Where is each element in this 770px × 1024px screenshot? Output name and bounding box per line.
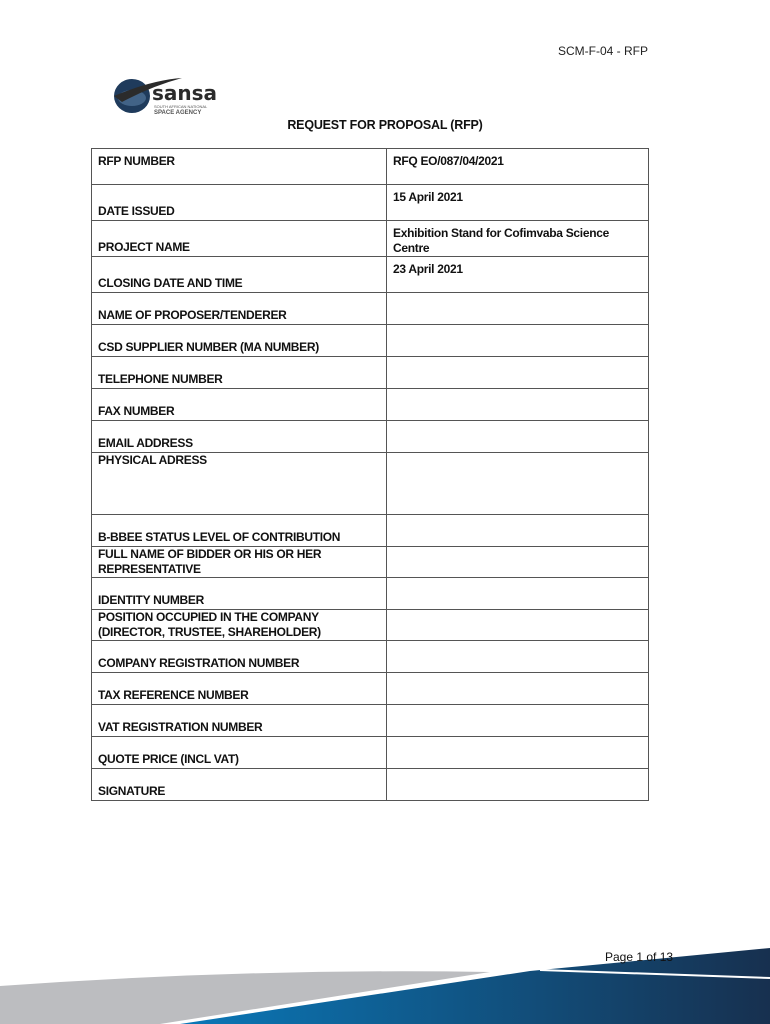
field-value[interactable]: Exhibition Stand for Cofimvaba Science Centre — [387, 221, 649, 257]
field-label: RFP NUMBER — [92, 149, 387, 185]
table-row — [92, 453, 649, 515]
page-title: REQUEST FOR PROPOSAL (RFP) — [287, 118, 483, 132]
field-value[interactable] — [387, 389, 649, 421]
field-label: FAX NUMBER — [92, 389, 387, 421]
table-row — [92, 769, 649, 801]
table-row — [92, 221, 649, 257]
sansa-logo — [112, 74, 252, 118]
field-label: NAME OF PROPOSER/TENDERER — [92, 293, 387, 325]
field-value[interactable] — [387, 673, 649, 705]
table-row — [92, 149, 649, 185]
table-row — [92, 421, 649, 453]
field-value[interactable] — [387, 737, 649, 769]
field-value[interactable] — [387, 293, 649, 325]
field-value[interactable]: 15 April 2021 — [387, 185, 649, 221]
field-label: SIGNATURE — [92, 769, 387, 801]
table-row — [92, 547, 649, 578]
field-label: FULL NAME OF BIDDER OR HIS OR HER REPRESENTATIVE — [92, 547, 387, 578]
field-label: DATE ISSUED — [92, 185, 387, 221]
field-value[interactable] — [387, 705, 649, 737]
field-value[interactable] — [387, 578, 649, 610]
field-value[interactable] — [387, 515, 649, 547]
field-value[interactable] — [387, 453, 649, 515]
table-row — [92, 610, 649, 641]
document-code: SCM-F-04 - RFP — [558, 44, 648, 58]
field-label: CSD SUPPLIER NUMBER (MA NUMBER) — [92, 325, 387, 357]
table-row — [92, 515, 649, 547]
field-value[interactable] — [387, 547, 649, 578]
field-label: POSITION OCCUPIED IN THE COMPANY (DIRECTOR, TRUSTEE, SHAREHOLDER) — [92, 610, 387, 641]
table-row — [92, 578, 649, 610]
field-label: B-BBEE STATUS LEVEL OF CONTRIBUTION — [92, 515, 387, 547]
field-value[interactable] — [387, 357, 649, 389]
field-label: COMPANY REGISTRATION NUMBER — [92, 641, 387, 673]
field-value[interactable] — [387, 641, 649, 673]
field-label: QUOTE PRICE (INCL VAT) — [92, 737, 387, 769]
field-value[interactable] — [387, 325, 649, 357]
field-label: TAX REFERENCE NUMBER — [92, 673, 387, 705]
rfp-form-table — [91, 148, 649, 801]
field-label: IDENTITY NUMBER — [92, 578, 387, 610]
table-row — [92, 185, 649, 221]
field-label: EMAIL ADDRESS — [92, 421, 387, 453]
field-label: VAT REGISTRATION NUMBER — [92, 705, 387, 737]
svg-text:sansa: sansa — [152, 81, 218, 105]
table-row — [92, 705, 649, 737]
field-value[interactable] — [387, 769, 649, 801]
field-value[interactable] — [387, 610, 649, 641]
field-value[interactable]: RFQ EO/087/04/2021 — [387, 149, 649, 185]
table-row — [92, 357, 649, 389]
table-row — [92, 257, 649, 293]
table-row — [92, 325, 649, 357]
field-label: PROJECT NAME — [92, 221, 387, 257]
field-value[interactable]: 23 April 2021 — [387, 257, 649, 293]
field-label: CLOSING DATE AND TIME — [92, 257, 387, 293]
field-label: TELEPHONE NUMBER — [92, 357, 387, 389]
field-value[interactable] — [387, 421, 649, 453]
table-row — [92, 737, 649, 769]
table-row — [92, 641, 649, 673]
svg-text:SPACE AGENCY: SPACE AGENCY — [154, 110, 202, 116]
table-row — [92, 673, 649, 705]
field-label: PHYSICAL ADRESS — [92, 453, 387, 515]
table-row — [92, 389, 649, 421]
svg-text:SOUTH AFRICAN NATIONAL: SOUTH AFRICAN NATIONAL — [154, 104, 208, 109]
page-number: Page 1 of 13 — [605, 950, 674, 964]
table-row — [92, 293, 649, 325]
